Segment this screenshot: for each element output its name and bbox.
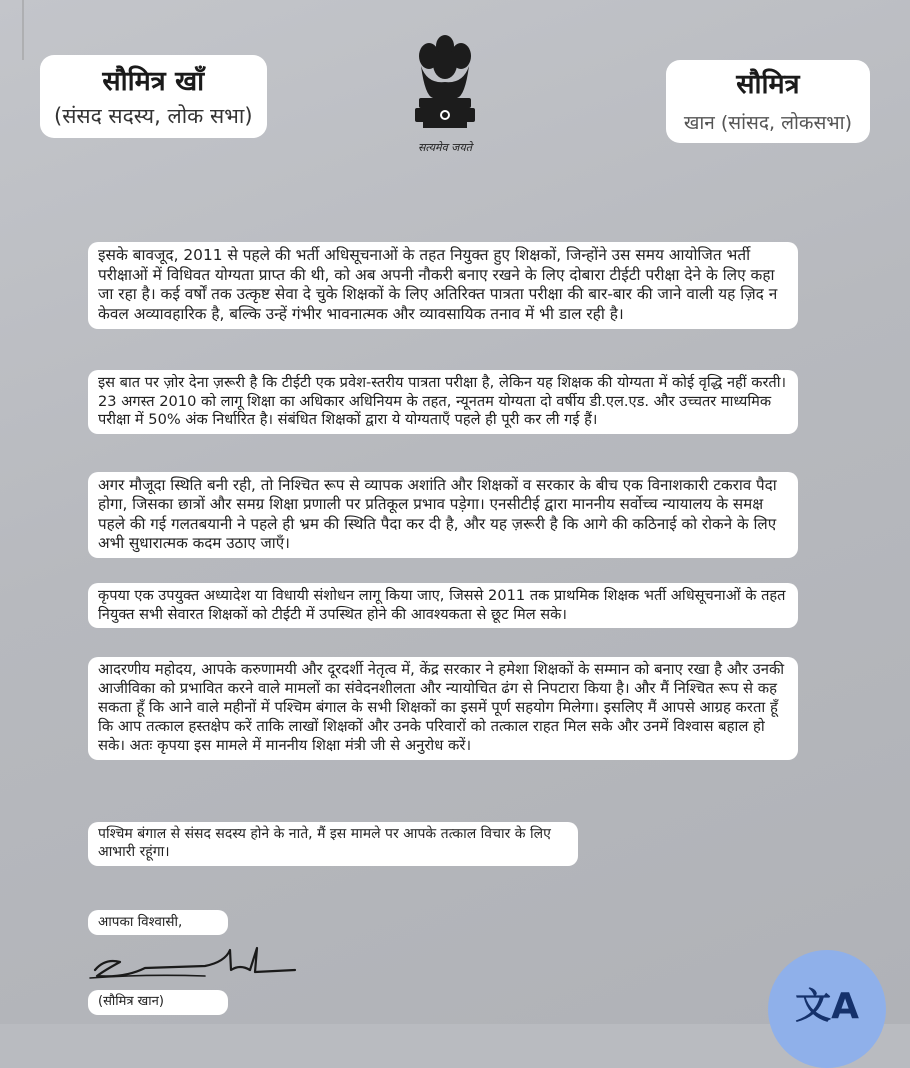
translate-icon: 文A [795,986,859,1027]
paragraph-2: इस बात पर ज़ोर देना ज़रूरी है कि टीईटी एक प्रवेश-स्तरीय पात्रता परीक्षा है, लेकिन यह शिक्षक की योग्यता में कोई वृद्धि नहीं करती। 23 अगस्त 2010 को लागू शिक्षा का अधिकार अधिनियम के तहत, न्यूनतम योग्यता दो वर्षीय डी.एल.एड. और उच्चतर माध्यमिक परीक्षा में 50% अंक निर्धारित है। संबंधित शिक्षकों द्वारा ये योग्यताएँ पहले ही पूरी कर ली गई हैं। [88,370,798,434]
paper-fold [22,0,24,60]
handwritten-signature-icon [85,940,305,985]
sender-header-left [40,55,267,138]
national-emblem-icon [405,26,485,156]
sender-header-right [666,60,870,143]
closing-salutation: आपका विश्वासी, [88,910,228,935]
signatory-name: (सौमित्र खान) [88,990,228,1015]
sender-name-right: सौमित्र [736,69,800,100]
emblem-motto: सत्यमेव जयते [417,141,472,154]
paragraph-6: पश्चिम बंगाल से संसद सदस्य होने के नाते, मैं इस मामले पर आपके तत्काल विचार के लिए आभारी रहूंगा। [88,822,578,866]
paragraph-4: कृपया एक उपयुक्त अध्यादेश या विधायी संशोधन लागू किया जाए, जिससे 2011 तक प्राथमिक शिक्षक भर्ती अधिसूचनाओं के तहत नियुक्त सभी सेवारत शिक्षकों को टीईटी में उपस्थित होने की आवश्यकता से छूट मिल सके। [88,583,798,628]
translate-button[interactable] [768,950,886,1068]
paragraph-3: अगर मौजूदा स्थिति बनी रही, तो निश्चित रूप से व्यापक अशांति और शिक्षकों व सरकार के बीच एक विनाशकारी टकराव पैदा होगा, जिसका छात्रों और समग्र शिक्षा प्रणाली पर प्रतिकूल प्रभाव पड़ेगा। एनसीटीई द्वारा माननीय सर्वोच्च न्यायालय के समक्ष पहले की गई गलतबयानी ने पहले ही भ्रम की स्थिति पैदा कर दी है, और यह ज़रूरी है कि आगे की कठिनाई को रोकने के लिए अभी सुधारात्मक कदम उठाए जाएँ। [88,472,798,558]
sender-role-left: (संसद सदस्य, लोक सभा) [54,104,253,128]
paragraph-1: इसके बावजूद, 2011 से पहले की भर्ती अधिसूचनाओं के तहत नियुक्त हुए शिक्षकों, जिन्होंने उस समय आयोजित भर्ती परीक्षाओं में विधिवत योग्यता प्राप्त की थी, को अब अपनी नौकरी बनाए रखने के लिए दोबारा टीईटी परीक्षा देने के लिए कहा जा रहा है। कई वर्षों तक उत्कृष्ट सेवा दे चुके शिक्षकों के लिए अतिरिक्त पात्रता परीक्षा की बार-बार की जाने वाली यह ज़िद न केवल अव्यावहारिक है, बल्कि उन्हें गंभीर भावनात्मक और व्यावसायिक तनाव में भी डाल रही है। [88,242,798,329]
paragraph-5: आदरणीय महोदय, आपके करुणामयी और दूरदर्शी नेतृत्व में, केंद्र सरकार ने हमेशा शिक्षकों के सम्मान को बनाए रखा है और उनकी आजीविका को प्रभावित करने वाले मामलों का संवेदनशीलता और न्यायोचित ढंग से निपटारा किया है। और मैं निश्चित रूप से कह सकता हूँ कि आने वाले महीनों में पश्चिम बंगाल के सभी शिक्षकों का इसमें पूर्ण सहयोग मिलेगा। इसलिए मैं आपसे आग्रह करता हूँ कि आप तत्काल हस्तक्षेप करें ताकि लाखों शिक्षकों और उनके परिवारों को तत्काल राहत मिल सके और उनमें विश्वास बहाल हो सके। अतः कृपया इस मामले में माननीय शिक्षा मंत्री जी से अनुरोध करें। [88,657,798,760]
sender-name-left: सौमित्र खाँ [102,66,205,97]
sender-role-right: खान (सांसद, लोकसभा) [683,112,852,134]
